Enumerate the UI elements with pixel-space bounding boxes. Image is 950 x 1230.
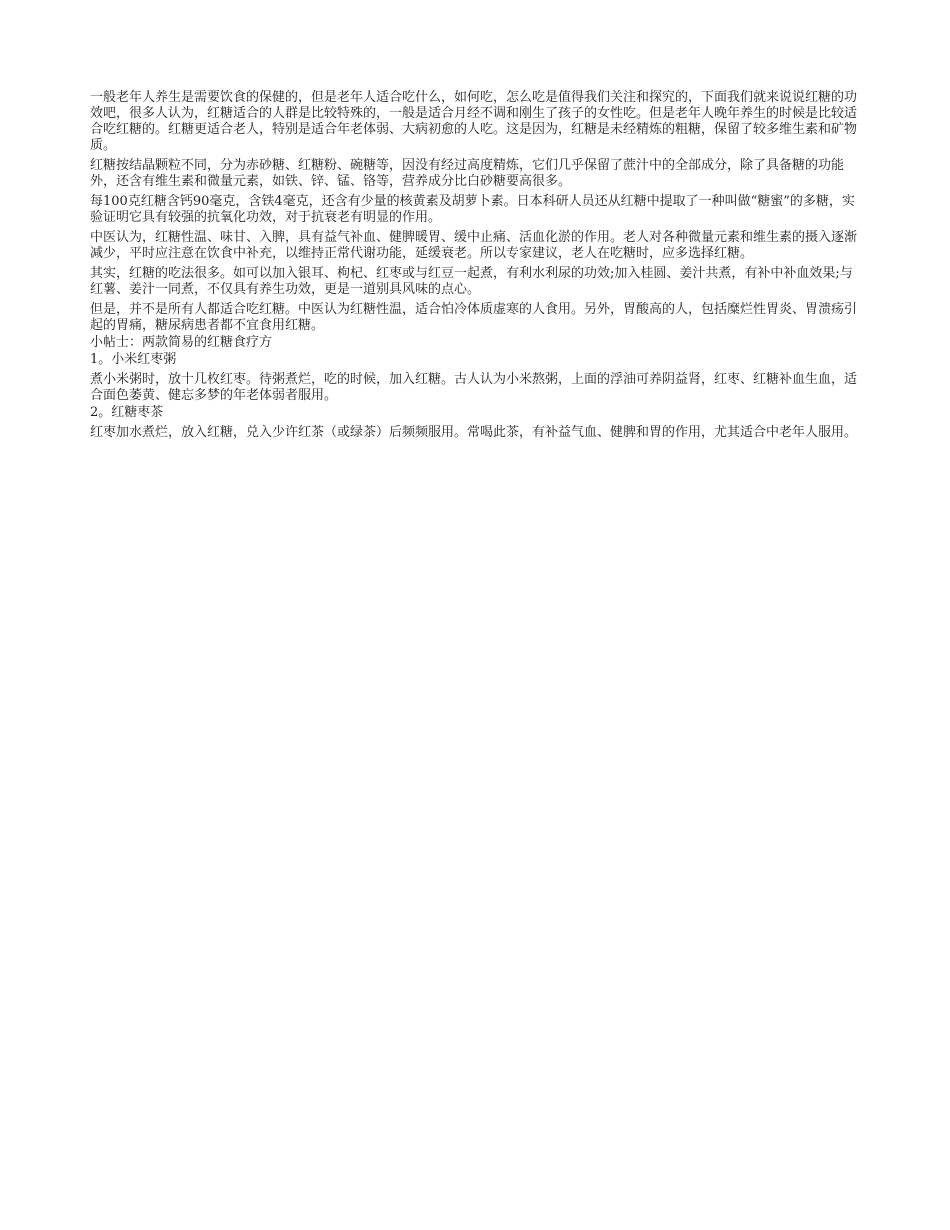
recipe-2-body: 红枣加水煮烂，放入红糖，兑入少许红茶（或绿茶）后频频服用。常喝此茶，有补益气血、健脾和胃的作用，尤其适合中老年人服用。	[90, 425, 858, 440]
paragraph-recipes: 其实，红糖的吃法很多。如可以加入银耳、枸杞、红枣或与红豆一起煮，有利水利尿的功效;加入桂圆、姜汁共煮，有补中补血效果;与红薯、姜汁一同煮，不仅具有养生功效，更是一道别具风味的点心。	[90, 266, 853, 297]
paragraph-intro: 一般老年人养生是需要饮食的保健的，但是老年人适合吃什么，如何吃，怎么吃是值得我们关注和探究的，下面我们就来说说红糖的功效吧，很多人认为，红糖适合的人群是比较特殊的，一般是适合月经不调和刚生了孩子的女性吃。但是老年人晚年养生的时候是比较适合吃红糖的。红糖更适合老人，特别是适合年老体弱、大病初愈的人吃。这是因为，红糖是未经精炼的粗糖，保留了较多维生素和矿物质。	[90, 90, 858, 153]
recipe-1-body: 煮小米粥时，放十几枚红枣。待粥煮烂，吃的时候，加入红糖。古人认为小米熬粥，上面的浮油可养阴益肾，红枣、红糖补血生血，适合面色萎黄、健忘多梦的年老体弱者服用。	[90, 372, 858, 403]
recipe-1-title: 1。小米红枣粥	[90, 352, 177, 367]
paragraph-types: 红糖按结晶颗粒不同，分为赤砂糖、红糖粉、碗糖等，因没有经过高度精炼，它们几乎保留了蔗汁中的全部成分，除了具备糖的功能外，还含有维生素和微量元素，如铁、锌、锰、铬等，营养成分比白砂糖要高很多。	[90, 158, 845, 189]
tips-heading: 小帖士：两款简易的红糖食疗方	[90, 335, 273, 350]
paragraph-tcm: 中医认为，红糖性温、味甘、入脾，具有益气补血、健脾暖胃、缓中止痛、活血化淤的作用。老人对各种微量元素和维生素的摄入逐渐减少，平时应注意在饮食中补充，以维持正常代谢功能，延缓衰老。所以专家建议，老人在吃糖时，应多选择红糖。	[90, 230, 858, 261]
paragraph-nutrition: 每100克红糖含钙90毫克，含铁4毫克，还含有少量的核黄素及胡萝卜素。日本科研人员还从红糖中提取了一种叫做“糖蜜”的多糖，实验证明它具有较强的抗氧化功效，对于抗衰老有明显的作用。	[90, 194, 855, 225]
recipe-2-title: 2。红糖枣茶	[90, 405, 164, 420]
paragraph-caution: 但是，并不是所有人都适合吃红糖。中医认为红糖性温，适合怕冷体质虚寒的人食用。另外，胃酸高的人，包括糜烂性胃炎、胃溃疡引起的胃痛，糖尿病患者都不宜食用红糖。	[90, 302, 858, 333]
document-body	[90, 90, 865, 445]
